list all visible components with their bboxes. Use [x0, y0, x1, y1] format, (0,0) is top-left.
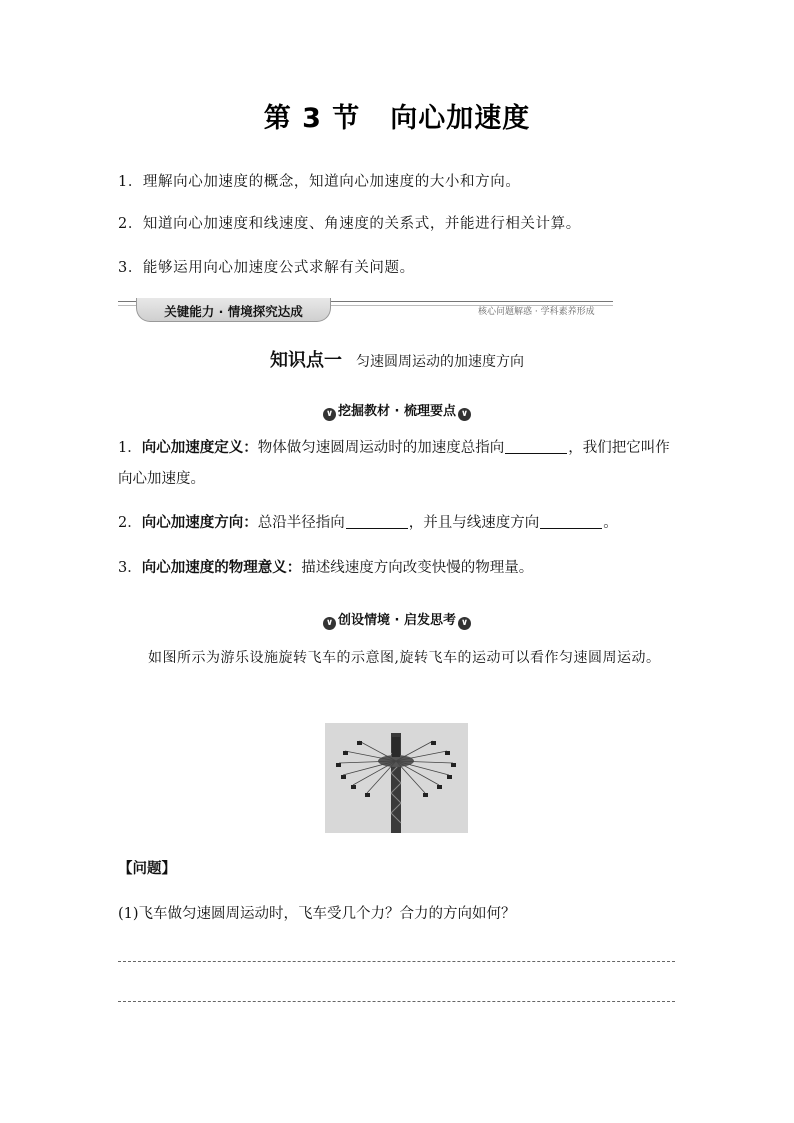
swing-ride-illustration — [325, 723, 468, 833]
definition-item-1 — [118, 433, 678, 495]
chevron-circle-icon: ∨ — [458, 408, 471, 421]
definition-item-3 — [118, 553, 678, 584]
item-text: 描述线速度方向改变快慢的物理量。 — [301, 560, 534, 576]
knowledge-point-heading — [0, 346, 794, 372]
item-text: ，并且与线速度方向 — [408, 515, 540, 531]
chevron-circle-icon: ∨ — [458, 617, 471, 630]
fill-blank[interactable] — [346, 514, 408, 529]
swing-ride-photo — [325, 723, 468, 833]
subheading-scenario — [0, 609, 794, 630]
goal-item-1: 1．理解向心加速度的概念，知道向心加速度的大小和方向。 — [118, 174, 521, 190]
subheading-scenario-label: 创设情境 · 启发思考 — [338, 613, 456, 628]
scenario-paragraph: 如图所示为游乐设施旋转飞车的示意图,旋转飞车的运动可以看作匀速圆周运动。 — [148, 650, 661, 666]
chevron-circle-icon: ∨ — [323, 408, 336, 421]
subheading-textbook — [0, 400, 794, 421]
knowledge-point-topic: 匀速圆周运动的加速度方向 — [356, 354, 524, 370]
question-1: (1)飞车做匀速圆周运动时，飞车受几个力？合力的方向如何？ — [118, 906, 516, 922]
question-heading: 【问题】 — [118, 861, 176, 877]
goal-item-2: 2．知道向心加速度和线速度、角速度的关系式，并能进行相关计算。 — [118, 216, 581, 232]
fill-blank[interactable] — [505, 439, 567, 454]
item-number: 3． — [118, 560, 142, 576]
item-term: 向心加速度的物理意义： — [141, 560, 302, 576]
title-topic: 向心加速度 — [390, 103, 531, 134]
answer-line-1[interactable] — [118, 961, 675, 962]
page-title — [0, 96, 794, 135]
section-banner-subtitle: 核心问题解惑 · 学科素养形成 — [478, 307, 595, 317]
item-term: 向心加速度方向： — [141, 515, 258, 531]
item-text: 物体做匀速圆周运动时的加速度总指向 — [257, 440, 505, 456]
title-section: 第 3 节 — [263, 103, 361, 134]
section-banner-label: 关键能力 · 情境探究达成 — [164, 304, 303, 319]
item-number: 2． — [118, 515, 142, 531]
item-term: 向心加速度定义： — [141, 440, 258, 456]
item-text: 总沿半径指向 — [257, 515, 345, 531]
knowledge-point-label: 知识点一 — [270, 350, 342, 371]
item-text: ，我们把它叫作向心加速度。 — [118, 440, 670, 487]
definition-item-2 — [118, 508, 678, 539]
chevron-circle-icon: ∨ — [323, 617, 336, 630]
subheading-textbook-label: 挖掘教材 · 梳理要点 — [338, 404, 456, 419]
item-text: 。 — [603, 515, 618, 531]
goal-item-3: 3．能够运用向心加速度公式求解有关问题。 — [118, 260, 415, 276]
answer-line-2[interactable] — [118, 1001, 675, 1002]
fill-blank[interactable] — [540, 514, 602, 529]
item-number: 1． — [118, 440, 142, 456]
